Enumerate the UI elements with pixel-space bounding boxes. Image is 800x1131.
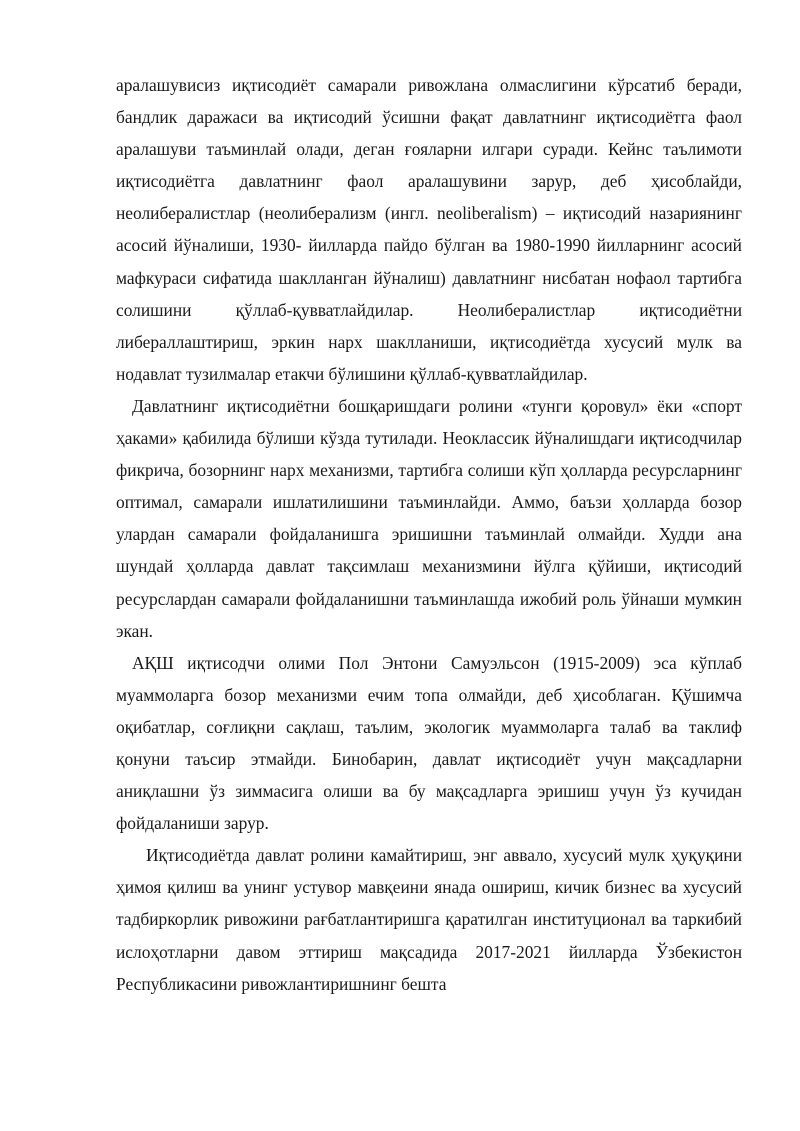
document-body (116, 69, 742, 1000)
paragraph-3: АҚШ иқтисодчи олими Пол Энтони Самуэльсон (1915-2009) эса кўплаб муаммоларга бозор механизми ечим топа олмайди, деб ҳисоблаган. Қўшимча оқибатлар, соғлиқни сақлаш, таълим, экологик муаммоларга талаб ва таклиф қонуни таъсир этмайди. Бинобарин, давлат иқтисодиёт учун мақсадларни аниқлашни ўз зиммасига олиши ва бу мақсадларга эришиш учун ўз кучидан фойдаланиши зарур. (116, 652, 742, 834)
paragraph-4: Иқтисодиётда давлат ролини камайтириш, энг аввало, хусусий мулк ҳуқуқини ҳимоя қилиш ва унинг устувор мавқеини янада ошириш, кичик бизнес ва хусусий тадбиркорлик ривожини рағбатлантиришга қаратилган институционал ва таркибий ислоҳотларни давом эттириш мақсадида 2017-2021 йилларда Ўзбекистон Республикасини ривожлантиришнинг бешта (116, 845, 742, 994)
paragraph-1: аралашувисиз иқтисодиёт самарали ривожлана олмаслигини кўрсатиб беради, бандлик даражаси ва иқтисодий ўсишни фақат давлатнинг иқтисодиётга фаол аралашуви таъминлай олади, деган ғояларни илгари суради. Кейнс таълимоти иқтисодиётга давлатнинг фаол аралашувини зарур, деб ҳисоблайди, неолибералистлар (неолиберализм (ингл. neoliberalism) – иқтисодий назариянинг асосий йўналиши, 1930- йилларда пайдо бўлган ва 1980-1990 йилларнинг асосий мафкураси сифатида шаклланган йўналиш) давлатнинг нисбатан нофаол тартибга солишини қўллаб-қувватлайдилар. Неолибералистлар иқтисодиётни либераллаштириш, эркин нарх шаклланиши, иқтисодиётда хусусий мулк ва нодавлат тузилмалар етакчи бўлишини қўллаб-қувватлайдилар. (116, 75, 742, 384)
paragraph-2: Давлатнинг иқтисодиётни бошқаришдаги ролини «тунги қоровул» ёки «спорт ҳаками» қабилида бўлиши кўзда тутилади. Неоклассик йўналишдаги иқтисодчилар фикрича, бозорнинг нарх механизми, тартибга солиши кўп ҳолларда ресурсларнинг оптимал, самарали ишлатилишини таъминлайди. Аммо, баъзи ҳолларда бозор улардан самарали фойдаланишга эришишни таъминлай олмайди. Худди ана шундай ҳолларда давлат тақсимлаш механизмини йўлга қўйиши, иқтисодий ресурслардан самарали фойдаланишни таъминлашда ижобий роль ўйнаши мумкин экан. (116, 395, 742, 641)
